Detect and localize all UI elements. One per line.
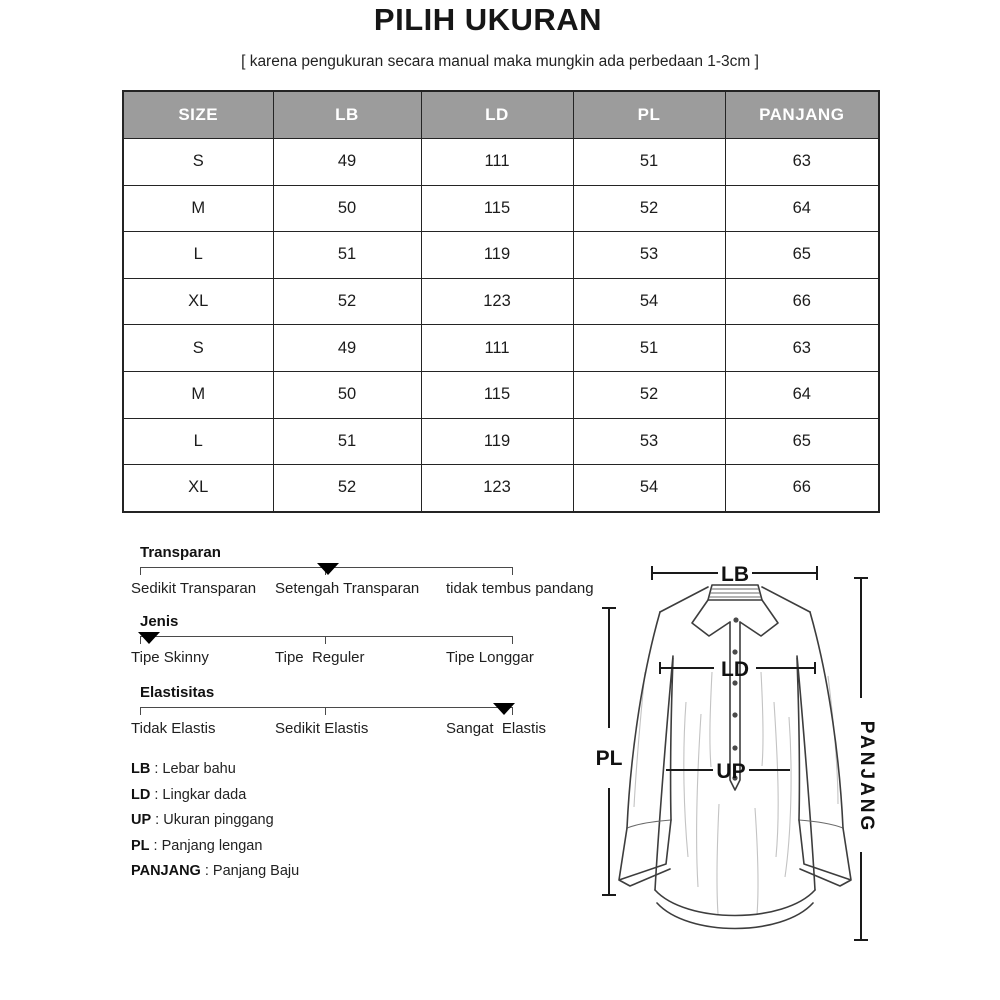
table-cell: 52 [573, 371, 725, 418]
measurement-lb [652, 563, 817, 586]
table-cell: 111 [421, 325, 573, 372]
table-cell: L [123, 418, 273, 465]
figure-label-up: UP [716, 760, 746, 783]
attribute-scale-elastisitas [131, 684, 611, 739]
column-header: LB [273, 91, 421, 139]
scale-line [140, 636, 513, 647]
legend-desc: : Lingkar dada [150, 786, 247, 803]
table-cell: 65 [725, 232, 879, 279]
table-cell: XL [123, 278, 273, 325]
table-cell: 52 [273, 465, 421, 512]
button-dots [732, 617, 738, 780]
legend-abbr: LD [131, 786, 151, 803]
table-cell: 53 [573, 418, 725, 465]
legend-item [131, 859, 299, 885]
table-cell: 65 [725, 418, 879, 465]
table-cell: 51 [573, 139, 725, 186]
figure-label-panjang: PANJANG [856, 720, 877, 834]
table-row [123, 278, 879, 325]
scale-option-label: Tipe Longgar [446, 649, 534, 666]
table-cell: 50 [273, 185, 421, 232]
table-cell: 52 [273, 278, 421, 325]
table-cell: 64 [725, 371, 879, 418]
table-cell: 63 [725, 139, 879, 186]
table-cell: M [123, 185, 273, 232]
scale-line [140, 567, 513, 578]
page-subtitle: [ karena pengukuran secara manual maka mungkin ada perbedaan 1-3cm ] [241, 53, 759, 70]
measurement-pl [596, 608, 623, 895]
table-cell: 64 [725, 185, 879, 232]
scale-title: Jenis [140, 613, 179, 630]
scale-labels [131, 580, 611, 599]
table-cell: 50 [273, 371, 421, 418]
legend-abbr: UP [131, 812, 152, 829]
legend-desc: : Ukuran pinggang [151, 812, 274, 829]
scale-tick [512, 567, 513, 575]
table-row [123, 418, 879, 465]
legend-desc: : Panjang Baju [200, 863, 300, 880]
page-title: PILIH UKURAN [373, 2, 603, 37]
legend-abbr: PANJANG [131, 863, 201, 880]
scale-option-label: Sangat Elastis [446, 720, 547, 737]
table-cell: 123 [421, 465, 573, 512]
measurement-panjang [854, 578, 877, 940]
measurement-up [666, 760, 790, 783]
table-cell: 52 [573, 185, 725, 232]
scale-option-label: Tipe Reguler [275, 649, 365, 666]
table-cell: 63 [725, 325, 879, 372]
table-cell: 49 [273, 139, 421, 186]
attribute-scale-jenis [131, 613, 611, 668]
legend-desc: : Lebar bahu [150, 761, 236, 777]
table-cell: 119 [421, 418, 573, 465]
table-cell: 111 [421, 139, 573, 186]
table-cell: 123 [421, 278, 573, 325]
table-cell: XL [123, 465, 273, 512]
column-header: LD [421, 91, 573, 139]
table-cell: 54 [573, 278, 725, 325]
table-cell: 51 [273, 418, 421, 465]
figure-label-ld: LD [721, 658, 749, 681]
legend-item [131, 834, 299, 860]
table-cell: 51 [573, 325, 725, 372]
table-cell: 115 [421, 371, 573, 418]
size-table [122, 90, 880, 513]
measurement-ld [660, 658, 815, 681]
table-row [123, 139, 879, 186]
legend-desc: : Panjang lengan [149, 837, 263, 854]
table-cell: S [123, 139, 273, 186]
scale-labels [131, 720, 611, 739]
table-cell: 119 [421, 232, 573, 279]
table-row [123, 185, 879, 232]
scale-option-label: Setengah Transparan [275, 580, 420, 597]
figure-label-pl: PL [595, 747, 623, 770]
scale-option-label: tidak tembus pandang [446, 580, 594, 597]
legend-abbr: LB [131, 761, 151, 777]
fabric-crease-lines [634, 672, 838, 915]
table-cell: 51 [273, 232, 421, 279]
table-cell: S [123, 325, 273, 372]
legend-abbr: PL [131, 837, 150, 854]
table-cell: 66 [725, 278, 879, 325]
legend-item [131, 808, 299, 834]
scale-tick [325, 636, 326, 644]
attribute-scales [131, 544, 611, 753]
legend-item [131, 757, 299, 783]
column-header: PL [573, 91, 725, 139]
table-header-row [123, 91, 879, 139]
table-cell: 54 [573, 465, 725, 512]
selected-marker [138, 632, 160, 644]
scale-title: Transparan [140, 544, 221, 561]
legend-item [131, 783, 299, 809]
scale-tick [512, 636, 513, 644]
scale-tick [140, 707, 141, 715]
table-cell: L [123, 232, 273, 279]
table-cell: 115 [421, 185, 573, 232]
size-chart-figure [578, 552, 908, 982]
attribute-scale-transparan [131, 544, 611, 599]
scale-option-label: Sedikit Transparan [131, 580, 257, 597]
selected-marker [493, 703, 515, 715]
scale-labels [131, 649, 611, 668]
scale-line [140, 707, 513, 718]
scale-title: Elastisitas [140, 684, 215, 701]
table-row [123, 371, 879, 418]
column-header: PANJANG [725, 91, 879, 139]
selected-marker [317, 563, 339, 575]
table-cell: 49 [273, 325, 421, 372]
table-cell: 53 [573, 232, 725, 279]
column-header: SIZE [123, 91, 273, 139]
table-row [123, 465, 879, 512]
scale-option-label: Tipe Skinny [131, 649, 209, 666]
scale-option-label: Tidak Elastis [131, 720, 216, 737]
scale-tick [140, 567, 141, 575]
shirt-outline [619, 585, 851, 929]
table-row [123, 232, 879, 279]
figure-label-lb: LB [721, 563, 749, 586]
table-cell: 66 [725, 465, 879, 512]
scale-tick [325, 707, 326, 715]
scale-option-label: Sedikit Elastis [275, 720, 369, 737]
legend-list [131, 757, 299, 885]
table-row [123, 325, 879, 372]
table-cell: M [123, 371, 273, 418]
